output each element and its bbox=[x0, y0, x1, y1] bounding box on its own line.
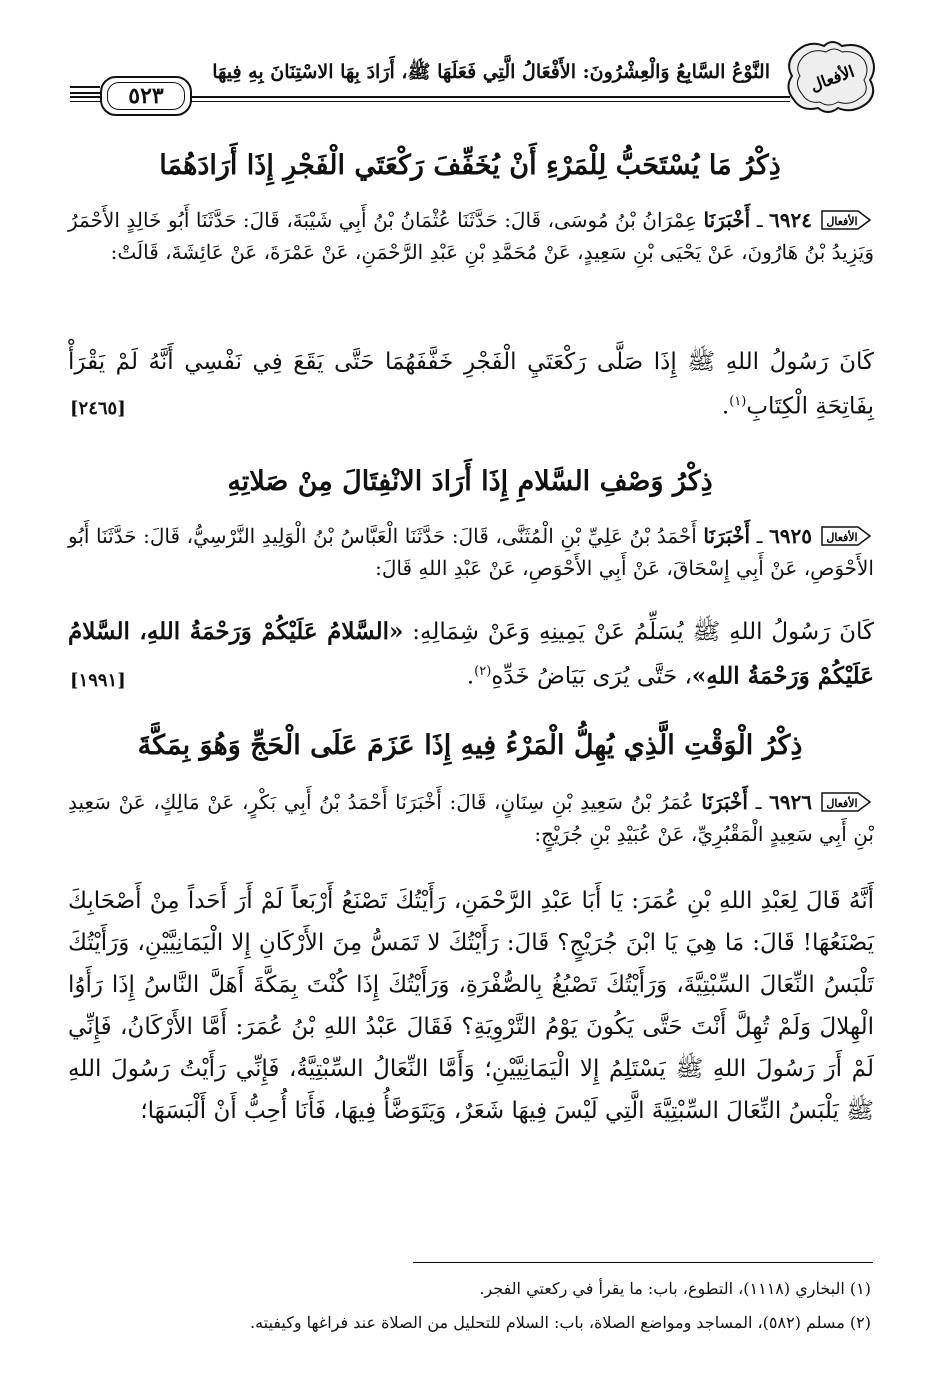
hadith-6926-matn: أَنَّهُ قَالَ لِعَبْدِ اللهِ بْنِ عُمَرَ: يَا أَبَا عَبْدِ الرَّحْمَنِ، رَأَيْتُكَ تَصْنَعُ أَرْبَعاً لَمْ أَرَ أَحَداً مِنْ أَصْحَابِكَ يَصْنَعُهَا! قَالَ: مَا هِيَ يَا ابْنَ جُرَيْجٍ؟ قَالَ: رَأَيْتُكَ لا تَمَسُّ مِنَ الأَرْكَانِ إِلا الْيَمَانِيَّيْنِ، وَرَأَيْتُكَ تَلْبَسُ النِّعَالَ السِّبْتِيَّةَ، وَرَأَيْتُكَ تَصْبُغُ بِالصُّفْرَةِ، وَرَأَيْتُكَ إِذَا كُنْتَ بِمَكَّةَ أَهَلَّ النَّاسُ إِذَا رَأَوُا الْهِلالَ وَلَمْ تُهِلَّ أَنْتَ حَتَّى يَكُونَ يَوْمُ التَّرْوِيَةِ؟ فَقَالَ عَبْدُ اللهِ بْنُ عُمَرَ: أَمَّا الأَرْكَانُ، فَإِنِّي لَمْ أَرَ رَسُولَ اللهِ ﷺ يَسْتَلِمُ إِلا الْيَمَانِيَّيْنِ؛ وَأَمَّا النِّعَالُ السِّبْتِيَّةُ، فَإِنِّي رَأَيْتُ رَسُولَ اللهِ ﷺ يَلْبَسُ النِّعَالَ السِّبْتِيَّةَ الَّتِي لَيْسَ فِيهَا شَعَرٌ، وَيَتَوَضَّأُ فِيهَا، فَأَنَا أُحِبُّ أَنْ أَلْبَسَهَا؛ bbox=[68, 888, 874, 1124]
page-number: ٥٢٣ bbox=[128, 83, 164, 109]
hadith-number: ٦٩٢٤ bbox=[769, 208, 812, 232]
hadith-6925-isnad: الأفعال ٦٩٢٥ ـ أَخْبَرَنَا أَحْمَدُ بْنُ عَلِيِّ بْنِ الْمُثَنَّى، قَالَ: حَدَّثَنَا الْعَبَّاسُ بْنُ الْوَلِيدِ النَّرْسِيُّ، قَالَ: حَدَّثَنَا أَبُو الأَحْوَصِ، عَنْ أَبِي إِسْحَاقَ، عَنْ أَبِي الأَحْوَصِ، عَنْ عَبْدِ اللهِ قَالَ: bbox=[68, 524, 874, 580]
salam-phrase: «السَّلامُ عَلَيْكُمْ وَرَحْمَةُ اللهِ، السَّلامُ عَلَيْكُمْ وَرَحْمَةُ اللهِ» bbox=[68, 618, 874, 690]
svg-text:الأفعال: الأفعال bbox=[826, 796, 858, 810]
section-title-2: ذِكْرُ وَصْفِ السَّلامِ إِذَا أَرَادَ الانْفِتَالَ مِنْ صَلاتِهِ bbox=[227, 466, 713, 497]
footnote-mark: (١) bbox=[729, 394, 747, 409]
running-header-title: النَّوْعُ السَّابِعُ وَالْعِشْرُونَ: الأَفْعَالُ الَّتِي فَعَلَهَا ﷺ، أَرَادَ بِهَا الاسْتِنَانَ بِهِ فِيهَا bbox=[212, 61, 770, 83]
hadith-6926-isnad: الأفعال ٦٩٢٦ ـ أَخْبَرَنَا عُمَرُ بْنُ سَعِيدِ بْنِ سِنَانٍ، قَالَ: أَخْبَرَنَا أَحْمَدُ بْنُ أَبِي بَكْرٍ، عَنْ مَالِكٍ، عَنْ سَعِيدِ بْنِ أَبِي سَعِيدٍ الْمَقْبُرِيِّ، عَنْ عُبَيْدِ بْنِ جُرَيْجٍ: bbox=[68, 790, 874, 846]
isnad-text: عِمْرَانُ بْنُ مُوسَى، قَالَ: حَدَّثَنَا عُثْمَانُ بْنُ أَبِي شَيْبَةَ، قَالَ: حَدَّثَنَا أَبُو خَالِدٍ الأَحْمَرُ وَيَزِيدُ بْنُ هَارُونَ، عَنْ يَحْيَى بْنِ سَعِيدٍ، عَنْ مُحَمَّدِ بْنِ عَبْدِ الرَّحْمَنِ، عَنْ عَمْرَةَ، عَنْ عَائِشَةَ، قَالَتْ: bbox=[68, 208, 874, 264]
footnote-1: (١) البخاري (١١١٨)، التطوع، باب: ما يقرأ في ركعتي الفجر. bbox=[479, 1279, 871, 1298]
hadith-6924-isnad: الأفعال ٦٩٢٤ ـ أَخْبَرَنَا عِمْرَانُ بْنُ مُوسَى، قَالَ: حَدَّثَنَا عُثْمَانُ بْنُ أَبِي شَيْبَةَ، قَالَ: حَدَّثَنَا أَبُو خَالِدٍ الأَحْمَرُ وَيَزِيدُ بْنُ هَارُونَ، عَنْ يَحْيَى بْنِ سَعِيدٍ، عَنْ مُحَمَّدِ بْنِ عَبْدِ الرَّحْمَنِ، عَنْ عَمْرَةَ، عَنْ عَائِشَةَ، قَالَتْ: bbox=[68, 208, 874, 264]
isnad-text: أَحْمَدُ بْنُ عَلِيِّ بْنِ الْمُثَنَّى، قَالَ: حَدَّثَنَا الْعَبَّاسُ بْنُ الْوَلِيدِ النَّرْسِيُّ، قَالَ: حَدَّثَنَا أَبُو الأَحْوَصِ، عَنْ أَبِي إِسْحَاقَ، عَنْ أَبِي الأَحْوَصِ، عَنْ عَبْدِ اللهِ قَالَ: bbox=[68, 524, 874, 580]
akhbarana-word: أَخْبَرَنَا bbox=[703, 524, 751, 548]
hadith-badge-icon bbox=[818, 789, 874, 815]
footnote-mark: (٢) bbox=[474, 664, 492, 679]
hadith-badge-icon bbox=[818, 523, 874, 549]
akhbarana-word: أَخْبَرَنَا bbox=[703, 208, 751, 232]
chapter-badge-icon bbox=[780, 38, 880, 116]
page-number-box bbox=[100, 76, 192, 116]
svg-text:الأفعال: الأفعال bbox=[826, 214, 858, 228]
section-title-3: ذِكْرُ الْوَقْتِ الَّذِي يُهِلُّ الْمَرْءُ فِيهِ إِذَا عَزَمَ عَلَى الْحَجِّ وَهُوَ بِمَكَّةَ bbox=[137, 730, 803, 761]
hadith-number: ٦٩٢٦ bbox=[769, 790, 813, 814]
footnote-2: (٢) مسلم (٥٨٢)، المساجد ومواضع الصلاة، باب: السلام للتحليل من الصلاة عند فراغها وكيفيته. bbox=[249, 1313, 871, 1332]
section-title-1: ذِكْرُ مَا يُسْتَحَبُّ لِلْمَرْءِ أَنْ يُخَفِّفَ رَكْعَتَي الْفَجْرِ إِذَا أَرَادَهُمَا bbox=[159, 150, 781, 181]
hadith-reference: [٢٤٦٥] bbox=[70, 398, 126, 419]
footnote-separator bbox=[413, 1262, 873, 1263]
hadith-reference: [١٩٩١] bbox=[70, 670, 126, 691]
isnad-text: عُمَرُ بْنُ سَعِيدِ بْنِ سِنَانٍ، قَالَ: أَخْبَرَنَا أَحْمَدُ بْنُ أَبِي بَكْرٍ، عَنْ مَالِكٍ، عَنْ سَعِيدِ بْنِ أَبِي سَعِيدٍ الْمَقْبُرِيِّ، عَنْ عُبَيْدِ بْنِ جُرَيْجٍ: bbox=[68, 790, 874, 846]
hadith-number: ٦٩٢٥ bbox=[769, 524, 813, 548]
hadith-6924-matn: كَانَ رَسُولُ اللهِ ﷺ إِذَا صَلَّى رَكْعَتَيِ الْفَجْرِ خَفَّفَهُمَا حَتَّى يَقَعَ فِي نَفْسِي أَنَّهُ لَمْ يَقْرَأْ بِفَاتِحَةِ الْكِتَابِ$^{(١)}$. bbox=[68, 349, 874, 420]
chapter-badge-text: الأفعال bbox=[807, 61, 857, 96]
akhbarana-word: أَخْبَرَنَا bbox=[701, 790, 748, 814]
hadith-6925-matn: كَانَ رَسُولُ اللهِ ﷺ يُسَلِّمُ عَنْ يَمِينِهِ وَعَنْ شِمَالِهِ: «السَّلامُ عَلَيْكُمْ وَرَحْمَةُ اللهِ، السَّلامُ عَلَيْكُمْ وَرَحْمَةُ اللهِ»، حَتَّى يُرَى بَيَاضُ خَدِّهِ$^{(٢)}$. bbox=[68, 618, 875, 690]
svg-text:الأفعال: الأفعال bbox=[826, 530, 858, 544]
hadith-badge-icon bbox=[818, 207, 874, 233]
header-ornament-lines bbox=[70, 86, 100, 100]
page-header bbox=[70, 38, 880, 118]
